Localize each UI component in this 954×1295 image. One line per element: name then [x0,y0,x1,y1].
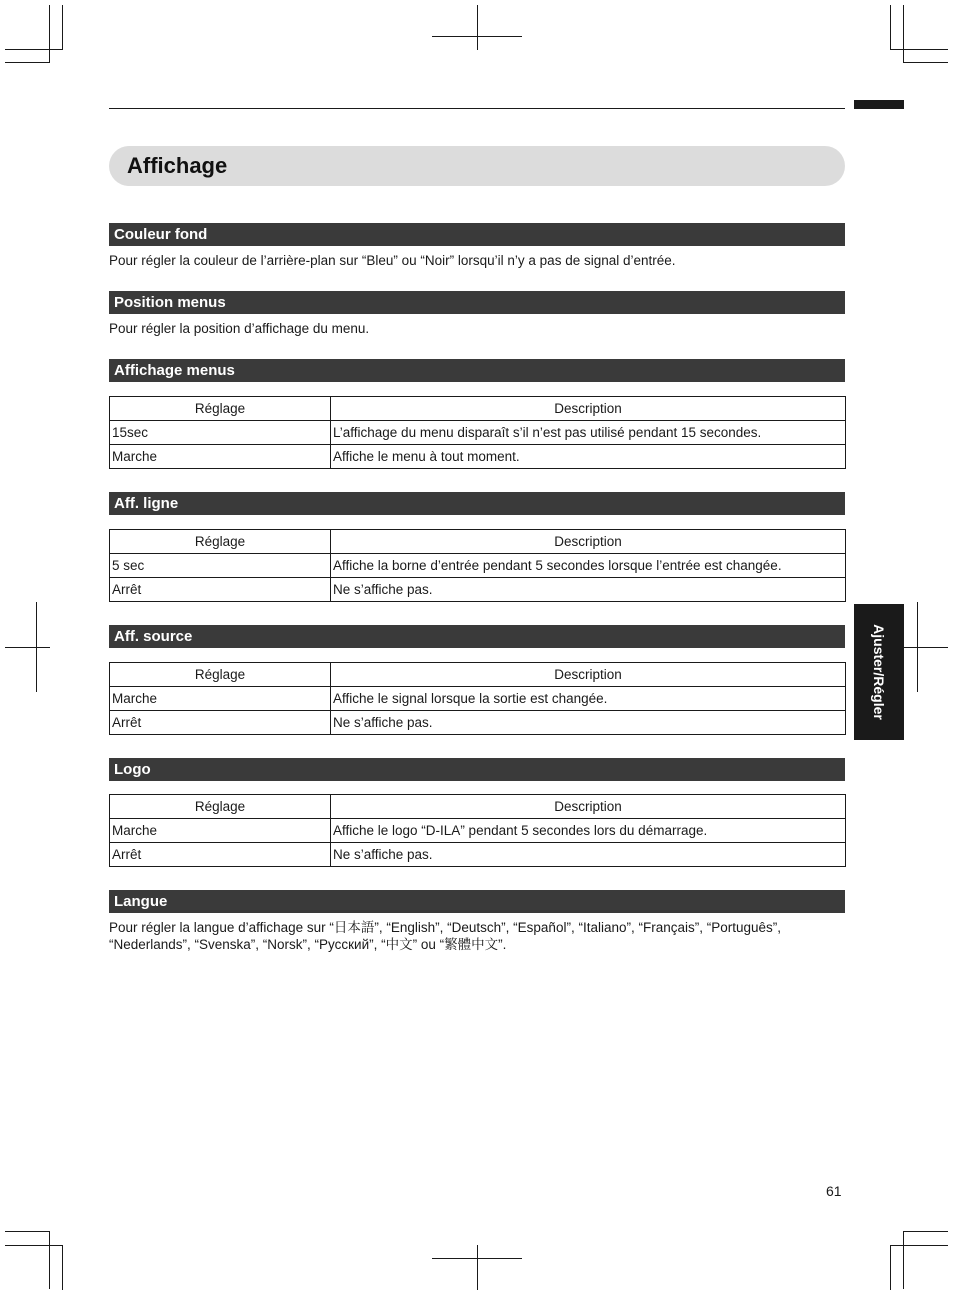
table-aff-source [109,662,846,735]
table-header-row [110,663,846,687]
cell-description: Affiche la borne d’entrée pendant 5 secondes lorsque l’entrée est changée. [331,554,846,578]
section-header-aff-source [109,625,845,648]
section-title: Position menus [114,294,226,311]
side-chapter-label: Ajuster/Régler [871,624,887,720]
page-title: Affichage [127,153,228,178]
column-header-description: Description [331,530,846,554]
cell-setting: 5 sec [110,554,331,578]
column-header-reglage: Réglage [110,663,331,687]
column-header-description: Description [331,795,846,819]
column-header-reglage: Réglage [110,530,331,554]
cell-description: L’affichage du menu disparaît s’il n’est pas utilisé pendant 15 secondes. [331,421,846,445]
cell-setting: Arrêt [110,711,331,735]
table-row [110,554,846,578]
table-row [110,578,846,602]
table-row [110,687,846,711]
page-number: 61 [826,1183,842,1199]
section-text-langue-line1: Pour régler la langue d’affichage sur “日本語”, “English”, “Deutsch”, “Español”, “Italiano”, “Français”, “Português”, [109,920,782,935]
cell-description: Ne s’affiche pas. [331,843,846,867]
section-header-logo [109,758,845,781]
section-text-couleur-fond: Pour régler la couleur de l’arrière-plan sur “Bleu” ou “Noir” lorsqu’il n’y a pas de signal d’entrée. [109,253,676,268]
header-tab-marker [854,100,904,109]
cell-setting: Arrêt [110,578,331,602]
section-text-langue-line2: “Nederlands”, “Svenska”, “Norsk”, “Русский”, “中文” ou “繁體中文”. [109,937,507,952]
cell-setting: 15sec [110,421,331,445]
table-header-row [110,397,846,421]
cell-description: Affiche le menu à tout moment. [331,445,846,469]
table-header-row [110,530,846,554]
section-title: Aff. source [114,628,193,645]
cell-description: Ne s’affiche pas. [331,578,846,602]
section-title: Couleur fond [114,226,208,243]
table-row [110,843,846,867]
section-title: Logo [114,761,151,778]
section-text-position-menus: Pour régler la position d’affichage du menu. [109,321,370,336]
table-header-row [110,795,846,819]
table-row [110,711,846,735]
cell-setting: Marche [110,687,331,711]
table-row [110,445,846,469]
section-title: Langue [114,893,168,910]
cell-description: Affiche le logo “D-ILA” pendant 5 secondes lors du démarrage. [331,819,846,843]
table-logo [109,794,846,867]
section-header-position-menus [109,291,845,314]
section-header-couleur-fond [109,223,845,246]
cell-setting: Marche [110,819,331,843]
cell-description: Ne s’affiche pas. [331,711,846,735]
header-rule [109,108,845,109]
section-header-affichage-menus [109,359,845,382]
section-header-aff-ligne [109,492,845,515]
column-header-description: Description [331,663,846,687]
table-aff-ligne [109,529,846,602]
cell-setting: Arrêt [110,843,331,867]
page-title-band [109,146,845,186]
table-affichage-menus [109,396,846,469]
column-header-description: Description [331,397,846,421]
table-row [110,819,846,843]
section-title: Aff. ligne [114,495,179,512]
section-header-langue [109,890,845,913]
table-row [110,421,846,445]
column-header-reglage: Réglage [110,397,331,421]
cell-description: Affiche le signal lorsque la sortie est changée. [331,687,846,711]
cell-setting: Marche [110,445,331,469]
side-chapter-tab [854,604,904,740]
column-header-reglage: Réglage [110,795,331,819]
section-title: Affichage menus [114,362,235,379]
